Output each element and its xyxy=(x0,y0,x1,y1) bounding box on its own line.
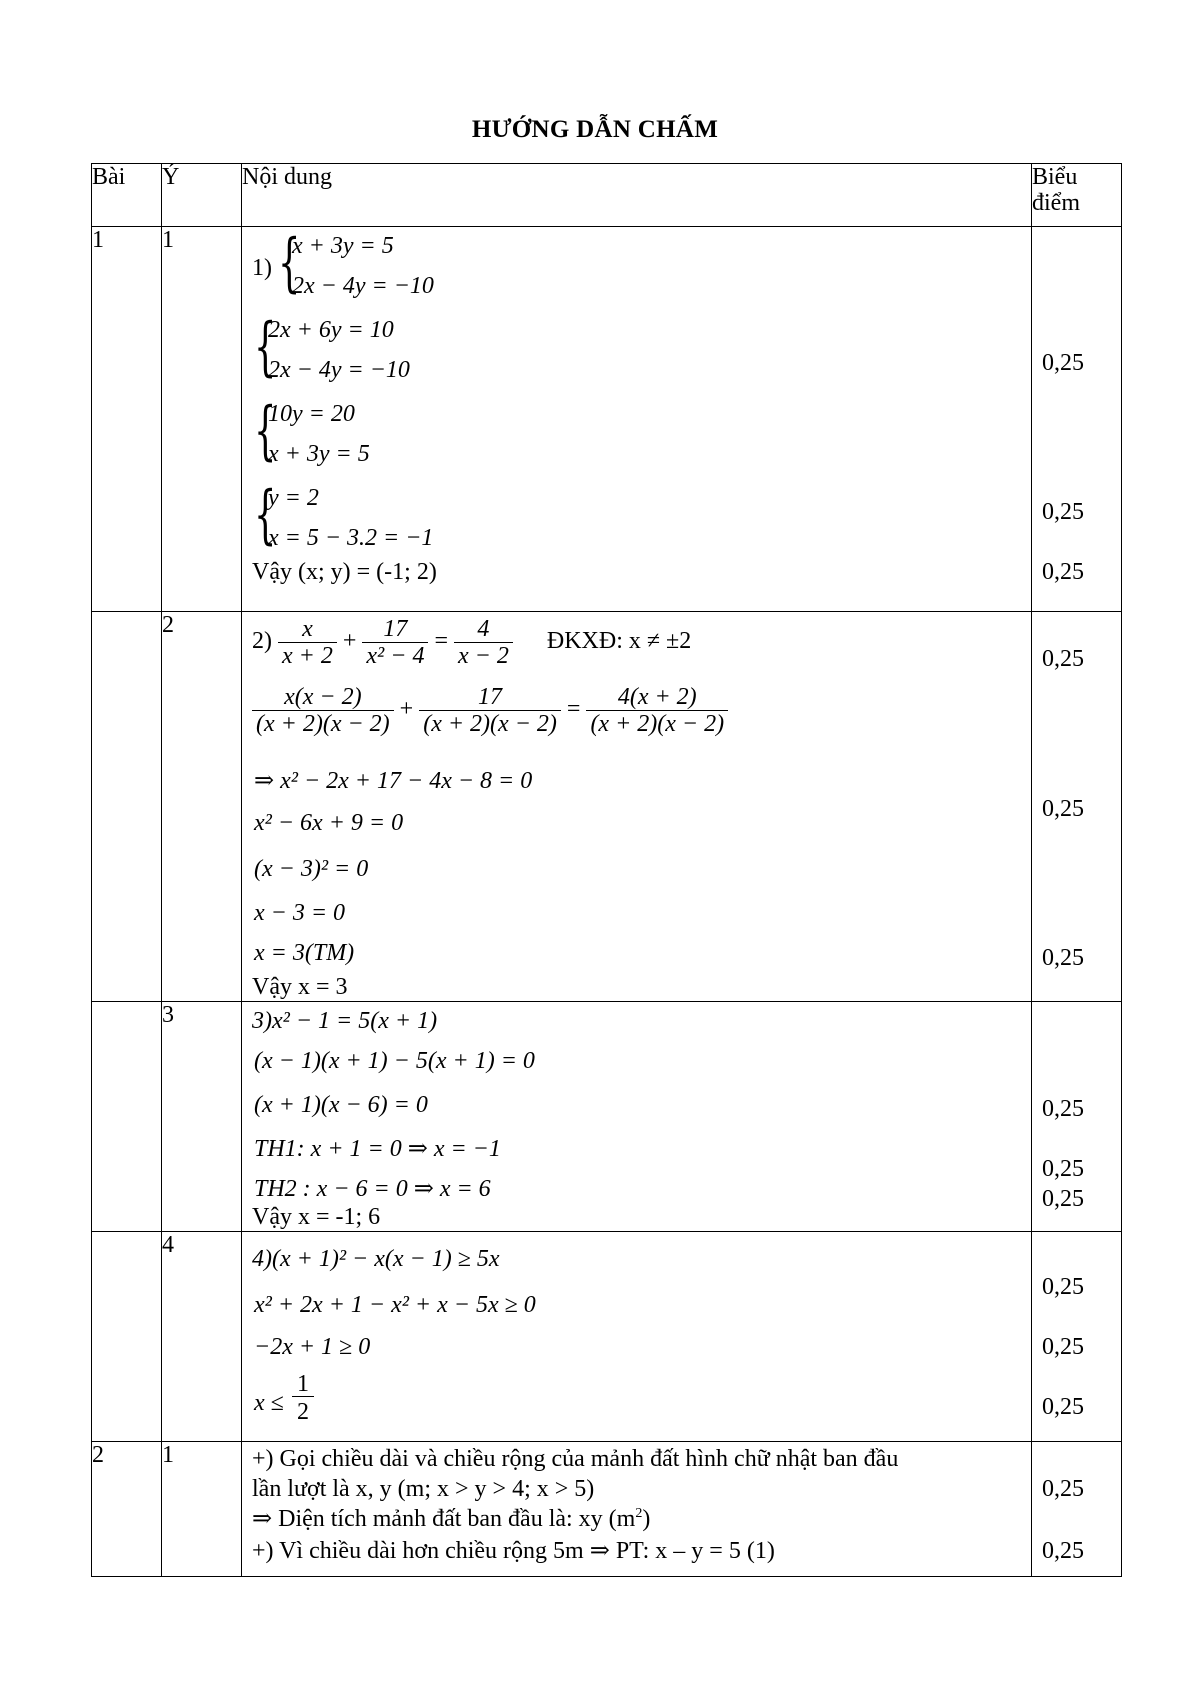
y-cell: 1 xyxy=(162,227,242,612)
equation-line: x ≤ xyxy=(254,1390,284,1416)
equation-line: 2x − 4y = −10 xyxy=(268,357,410,383)
score-value: 0,25 xyxy=(1042,559,1084,585)
text-line xyxy=(252,1506,650,1532)
y-cell: 3 xyxy=(162,1002,242,1232)
equation-line: (x − 3)² = 0 xyxy=(254,856,369,882)
denominator: (x + 2)(x − 2) xyxy=(423,711,557,737)
numerator: 17 xyxy=(362,616,428,643)
condition-text: ĐKXĐ: x ≠ ±2 xyxy=(546,628,692,655)
equation-line: 2x + 6y = 10 xyxy=(268,317,394,343)
text-line: +) Vì chiều dài hơn chiều rộng 5m ⇒ PT: x – y = 5 (1) xyxy=(252,1538,775,1564)
text-fragment: ⇒ Diện tích mảnh đất ban đầu là: xy (m xyxy=(252,1506,636,1532)
score-value: 0,25 xyxy=(1042,945,1084,971)
equation-line: 2x − 4y = −10 xyxy=(292,273,434,299)
brace-icon: { xyxy=(254,310,277,384)
equation-line: 10y = 20 xyxy=(268,401,355,427)
table-row xyxy=(92,1232,1122,1442)
y-cell: 1 xyxy=(162,1442,242,1577)
score-cell xyxy=(1032,1442,1122,1577)
bai-cell xyxy=(92,1232,162,1442)
bai-cell xyxy=(92,1002,162,1232)
score-value: 0,25 xyxy=(1042,1394,1084,1420)
equation-line: x = 3(TM) xyxy=(254,940,355,966)
brace-icon: { xyxy=(254,478,277,552)
conclusion-line: Vậy x = -1; 6 xyxy=(252,1204,381,1230)
fraction xyxy=(419,684,561,737)
y-cell: 2 xyxy=(162,612,242,1002)
brace-icon: { xyxy=(254,394,277,468)
score-value: 0,25 xyxy=(1042,1538,1084,1564)
equation-line: TH2 : x − 6 = 0 ⇒ x = 6 xyxy=(254,1176,491,1202)
equation-line: (x − 1)(x + 1) − 5(x + 1) = 0 xyxy=(254,1048,535,1074)
text-fragment: ) xyxy=(642,1506,651,1532)
header-bieu-diem: Biểu điểm xyxy=(1032,164,1122,227)
fraction xyxy=(252,684,394,737)
equation-line: ⇒ x² − 2x + 17 − 4x − 8 = 0 xyxy=(254,768,533,794)
fraction xyxy=(362,616,428,669)
content-cell xyxy=(242,1442,1032,1577)
numerator: x xyxy=(278,616,337,643)
equation-line: y = 2 xyxy=(268,485,319,511)
bai-cell xyxy=(92,612,162,1002)
conclusion-line: Vậy (x; y) = (-1; 2) xyxy=(252,559,437,585)
numerator: 1 xyxy=(292,1372,314,1397)
score-value: 0,25 xyxy=(1042,1186,1084,1212)
equation-line: x + 3y = 5 xyxy=(268,441,370,467)
score-value: 0,25 xyxy=(1042,350,1084,376)
fraction xyxy=(586,684,728,737)
header-y: Ý xyxy=(162,164,242,227)
text-line: +) Gọi chiều dài và chiều rộng của mảnh đất hình chữ nhật ban đầu xyxy=(252,1446,899,1472)
score-value: 0,25 xyxy=(1042,646,1084,672)
equation-line: x² + 2x + 1 − x² + x − 5x ≥ 0 xyxy=(254,1292,536,1318)
score-cell xyxy=(1032,227,1122,612)
table-header-row xyxy=(92,164,1122,227)
superscript: 2 xyxy=(635,1506,643,1521)
conclusion-line: Vậy x = 3 xyxy=(252,974,348,1000)
numerator: x(x − 2) xyxy=(252,684,394,711)
equation-line: x = 5 − 3.2 = −1 xyxy=(268,525,434,551)
content-cell xyxy=(242,1232,1032,1442)
denominator: x − 2 xyxy=(458,643,509,669)
score-value: 0,25 xyxy=(1042,1096,1084,1122)
header-noi-dung: Nội dung xyxy=(242,164,1032,227)
score-value: 0,25 xyxy=(1042,1274,1084,1300)
score-cell xyxy=(1032,1002,1122,1232)
score-cell xyxy=(1032,1232,1122,1442)
equation-line: x − 3 = 0 xyxy=(254,900,346,926)
fraction-equation: 2) $\frac{x}{x + 2}$ + $\frac{17}{\text{x² − 4}}$ = $\frac{4}{x - 2}$ ĐKXĐ: x ≠ ±2 xyxy=(252,616,692,669)
denominator: 2 xyxy=(297,1399,309,1425)
content-cell xyxy=(242,227,1032,612)
equation-line: x + 3y = 5 xyxy=(292,233,394,259)
brace-icon: { xyxy=(278,226,301,300)
numerator: 17 xyxy=(419,684,561,711)
header-bai: Bài xyxy=(92,164,162,227)
content-cell xyxy=(242,612,1032,1002)
denominator: (x + 2)(x − 2) xyxy=(590,711,725,737)
score-cell xyxy=(1032,612,1122,1002)
content-cell xyxy=(242,1002,1032,1232)
step-prefix: 1) xyxy=(252,255,272,281)
table-row xyxy=(92,1442,1122,1577)
equation-line: 4)(x + 1)² − x(x − 1) ≥ 5x xyxy=(252,1246,500,1272)
numerator: 4 xyxy=(454,616,513,643)
table-row xyxy=(92,1002,1122,1232)
table-row xyxy=(92,227,1122,612)
numerator: 4(x + 2) xyxy=(586,684,728,711)
grading-table xyxy=(91,163,1122,1577)
bai-cell: 1 xyxy=(92,227,162,612)
equation-line: x² − 6x + 9 = 0 xyxy=(254,810,404,836)
bai-cell: 2 xyxy=(92,1442,162,1577)
y-cell: 4 xyxy=(162,1232,242,1442)
text-line: lần lượt là x, y (m; x > y > 4; x > 5) xyxy=(252,1476,595,1502)
equation-line: −2x + 1 ≥ 0 xyxy=(254,1334,371,1360)
score-value: 0,25 xyxy=(1042,499,1084,525)
equation-line: (x + 1)(x − 6) = 0 xyxy=(254,1092,428,1118)
score-value: 0,25 xyxy=(1042,1334,1084,1360)
score-value: 0,25 xyxy=(1042,1156,1084,1182)
equation-line: TH1: x + 1 = 0 ⇒ x = −1 xyxy=(254,1136,501,1162)
denominator: x² − 4 xyxy=(366,643,425,669)
score-value: 0,25 xyxy=(1042,1476,1084,1502)
fraction xyxy=(278,616,337,669)
fraction xyxy=(454,616,513,669)
equation-line: 3)x² − 1 = 5(x + 1) xyxy=(252,1008,438,1034)
page-title: HƯỚNG DẪN CHẤM xyxy=(471,116,719,143)
score-value: 0,25 xyxy=(1042,796,1084,822)
step-prefix: 2) xyxy=(252,628,272,655)
denominator: x + 2 xyxy=(282,643,333,669)
denominator: (x + 2)(x − 2) xyxy=(256,711,390,737)
fraction-equation: $\frac{x(x - 2)}{(x + 2)(x - 2)}$ + $\frac{17}{(x + 2)(x - 2)}$ = $\frac{4(x + 2)}{(x + 2)(x - 2)}$ xyxy=(252,684,728,737)
table-row xyxy=(92,612,1122,1002)
